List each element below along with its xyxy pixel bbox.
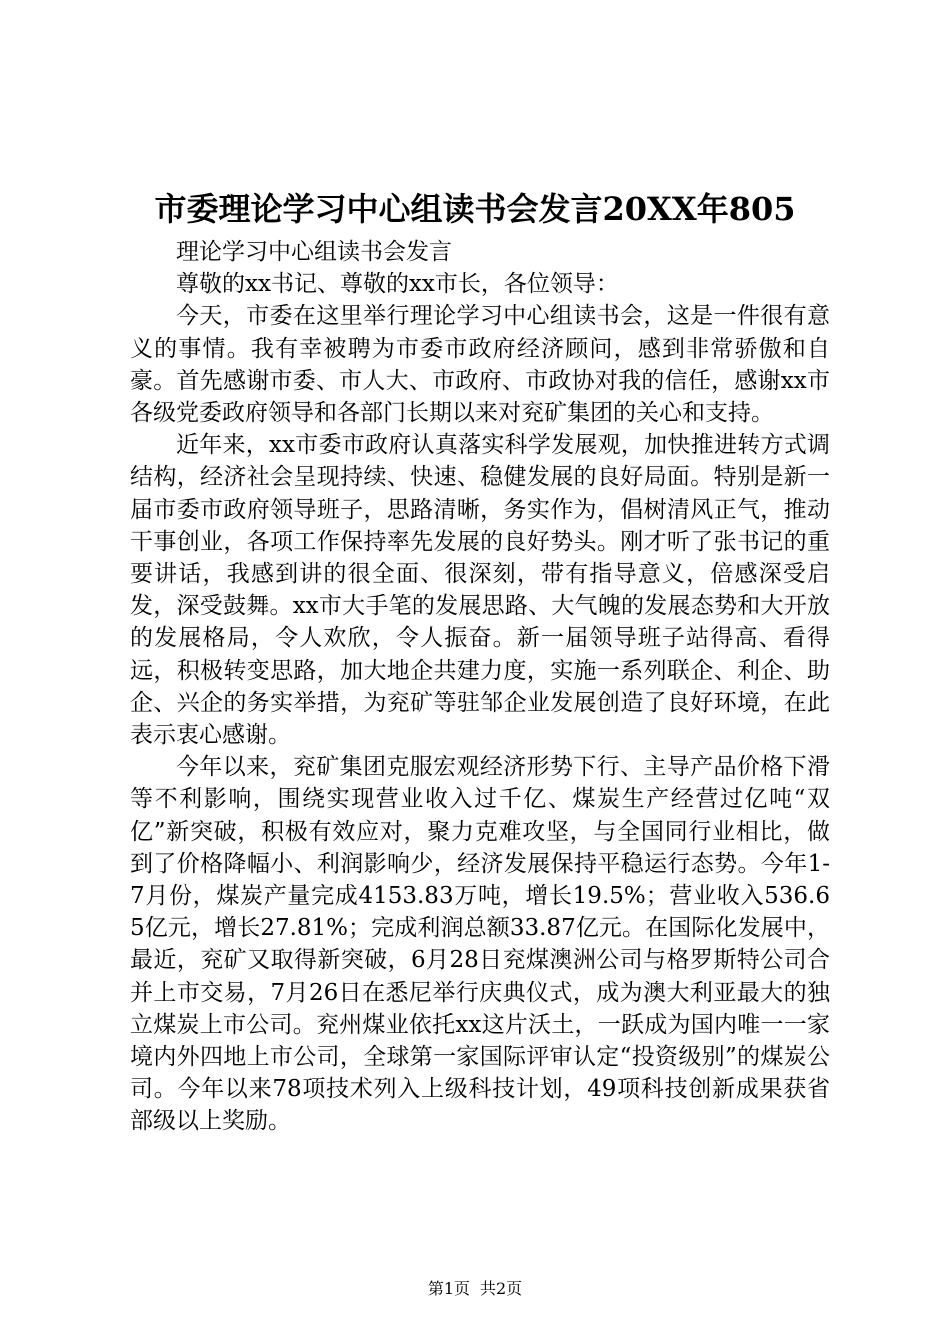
paragraph-recent-years: 近年来，xx市委市政府认真落实科学发展观，加快推进转方式调结构，经济社会呈现持续、快速、稳健发展的良好局面。特别是新一届市委市政府领导班子，思路清晰，务实作为，倡树清风正气，推动干事创业，各项工作保持率先发展的良好势头。刚才听了张书记的重要讲话，我感到讲的很全面、很深刻，带有指导意义，倍感深受启发，深受鼓舞。xx市大手笔的发展思路、大气魄的发展态势和大开放的发展格局，令人欢欣，令人振奋。新一届领导班子站得高、看得远，积极转变思路，加大地企共建力度，实施一系列联企、利企、助企、兴企的务实举措，为兖矿等驻邹企业发展创造了良好环境，在此表示衷心感谢。 bbox=[130, 432, 830, 749]
document-body bbox=[130, 236, 830, 1138]
paragraph-subtitle: 理论学习中心组读书会发言 bbox=[176, 239, 452, 265]
paragraph-intro: 今天，市委在这里举行理论学习中心组读书会，这是一件很有意义的事情。我有幸被聘为市委市政府经济顾问，感到非常骄傲和自豪。首先感谢市委、市人大、市政府、市政协对我的信任，感谢xx市各级党委政府领导和各部门长期以来对兖矿集团的关心和支持。 bbox=[130, 303, 830, 427]
document-title: 市委理论学习中心组读书会发言20XX年805 bbox=[154, 190, 796, 228]
page-footer bbox=[0, 1278, 950, 1300]
paragraph-this-year: 今年以来，兖矿集团克服宏观经济形势下行、主导产品价格下滑等不利影响，围绕实现营业收入过千亿、煤炭生产经营过亿吨“双亿”新突破，积极有效应对，聚力克难攻坚，与全国同行业相比，做到了价格降幅小、利润影响少，经济发展保持平稳运行态势。今年1-7月份，煤炭产量完成4153.83万吨，增长19.5%；营业收入536.65亿元，增长27.81%；完成利润总额33.87亿元。在国际化发展中，最近，兖矿又取得新突破，6月28日兖煤澳洲公司与格罗斯特公司合并上市交易，7月26日在悉尼举行庆典仪式，成为澳大利亚最大的独立煤炭上市公司。兖州煤业依托xx这片沃土，一跃成为国内唯一一家境内外四地上市公司，全球第一家国际评审认定“投资级别”的煤炭公司。今年以来78项技术列入上级科技计划，49项科技创新成果获省部级以上奖励。 bbox=[130, 754, 830, 1135]
paragraph-salutation: 尊敬的xx书记、尊敬的xx市长，各位领导： bbox=[176, 271, 619, 298]
page-number-current: 第1页 bbox=[427, 1279, 470, 1298]
page-number-total: 共2页 bbox=[480, 1279, 523, 1298]
